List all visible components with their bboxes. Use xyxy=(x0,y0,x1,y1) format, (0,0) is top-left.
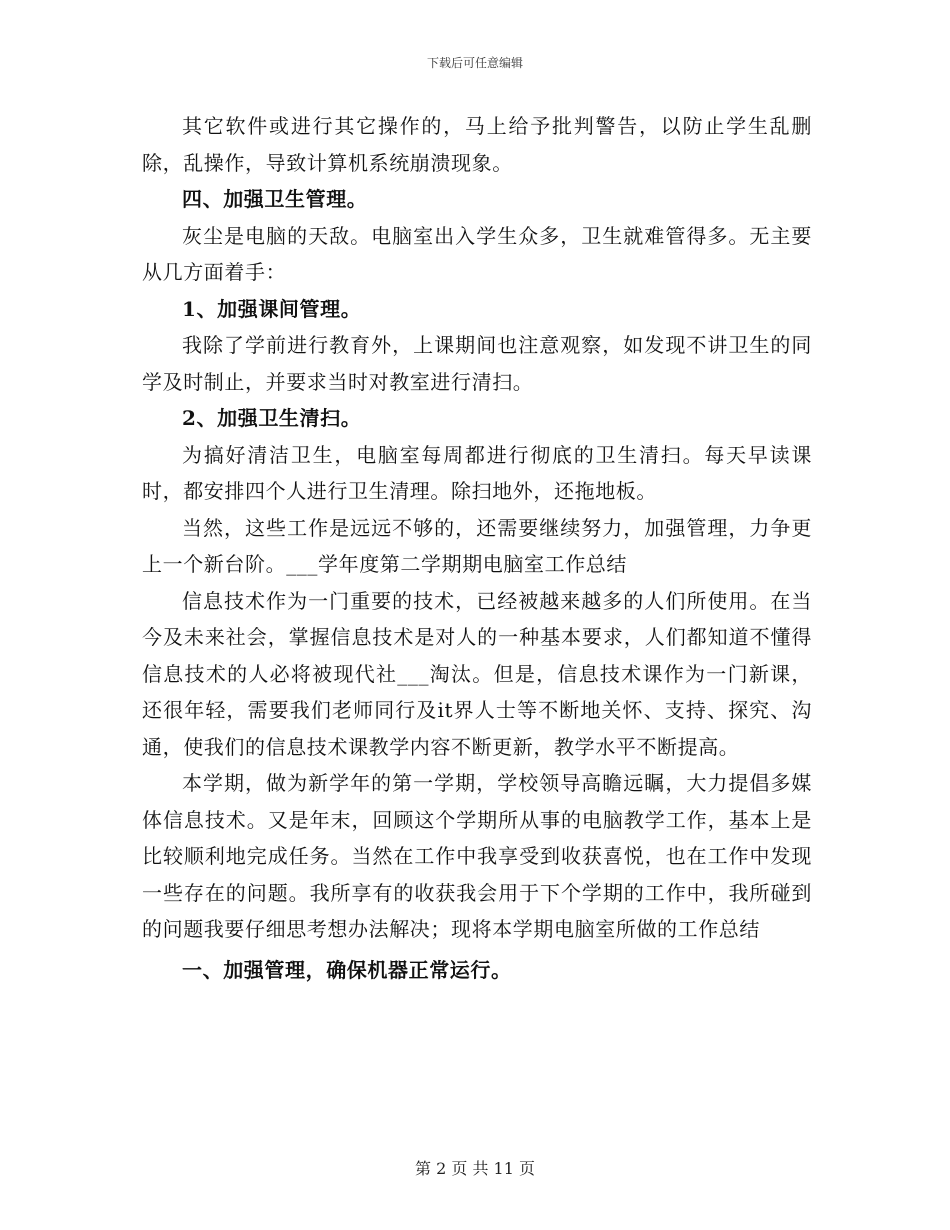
paragraph: 信息技术作为一门重要的技术，已经被越来越多的人们所使用。在当今及未来社会，掌握信息技术是对人的一种基本要求，人们都知道不懂得信息技术的人必将被现代社___淘汰。但是，信息技术课作为一门新课，还很年轻，需要我们老师同行及it界人士等不断地关怀、支持、探究、沟通，使我们的信息技术课教学内容不断更新，教学水平不断提高。 xyxy=(142,588,812,759)
header-note: 下载后可任意编辑 xyxy=(426,56,523,70)
section-heading: 一、加强管理，确保机器正常运行。 xyxy=(182,957,512,982)
page-number: 第 2 页 共 11 页 xyxy=(415,1159,535,1178)
paragraph: 我除了学前进行教育外，上课期间也注意观察，如发现不讲卫生的同学及时制止，并要求当时对教室进行清扫。 xyxy=(142,333,812,394)
paragraph: 为搞好清洁卫生，电脑室每周都进行彻底的卫生清扫。每天早读课时，都安排四个人进行卫生清理。除扫地外，还拖地板。 xyxy=(142,442,812,503)
paragraph: 其它软件或进行其它操作的，马上给予批判警告，以防止学生乱删除，乱操作，导致计算机系统崩溃现象。 xyxy=(142,114,812,175)
section-heading: 1、加强课间管理。 xyxy=(182,296,362,321)
section-heading: 2、加强卫生清扫。 xyxy=(182,406,362,430)
paragraph: 当然，这些工作是远远不够的，还需要继续努力，加强管理，力争更上一个新台阶。___学年度第二学期期电脑室工作总结 xyxy=(142,515,812,576)
paragraph: 灰尘是电脑的天敌。电脑室出入学生众多，卫生就难管得多。无主要从几方面着手： xyxy=(142,223,812,284)
section-heading: 四、加强卫生管理。 xyxy=(182,187,368,211)
document-body xyxy=(142,108,812,988)
paragraph: 本学期，做为新学年的第一学期，学校领导高瞻远瞩，大力提倡多媒体信息技术。又是年末，回顾这个学期所从事的电脑教学工作，基本上是比较顺利地完成任务。当然在工作中我享受到收获喜悦，也在工作中发现一些存在的问题。我所享有的收获我会用于下个学期的工作中，我所碰到的问题我要仔细思考想办法解决；现将本学期电脑室所做的工作总结 xyxy=(142,771,812,941)
